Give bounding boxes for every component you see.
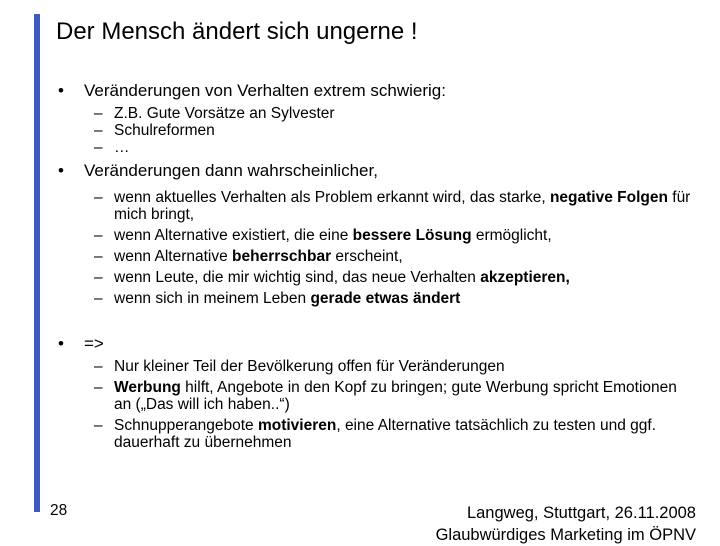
sub-item-emphasis: bessere Lösung: [352, 227, 472, 244]
sub-item-text: wenn aktuelles Verhalten als Problem erkannt wird, das starke,: [114, 189, 550, 206]
dash-marker: –: [94, 248, 103, 265]
dash-marker: –: [94, 189, 103, 206]
bullet-text: Veränderungen von Verhalten extrem schwierig:: [84, 81, 446, 100]
sub-item-text: Z.B. Gute Vorsätze an Sylvester: [114, 105, 335, 122]
sub-item-emphasis: negative Folgen: [549, 189, 668, 206]
sub-item-text: wenn Leute, die mir wichtig sind, das neue Verhalten: [114, 269, 481, 286]
dash-marker: –: [94, 290, 103, 307]
bullet-marker: •: [58, 161, 64, 180]
bullet-3: [58, 333, 698, 354]
sub-item-text: für mich bringt,: [114, 189, 691, 223]
dash-marker: –: [94, 358, 103, 375]
slide-content: [58, 80, 698, 451]
sub-item-emphasis: gerade etwas ändert: [310, 290, 461, 307]
sub-item-emphasis: beherrschbar: [232, 248, 332, 265]
sub-item-text: erscheint,: [331, 248, 403, 265]
footer-line-1: Langweg, Stuttgart, 26.11.2008: [466, 504, 696, 522]
sub-item-text: Schulreformen: [114, 122, 215, 139]
dash-marker: –: [94, 139, 103, 156]
dash-marker: –: [94, 122, 103, 139]
sub-item-text: Nur kleiner Teil der Bevölkerung offen für Veränderungen: [114, 358, 505, 375]
bullet-1: [58, 80, 698, 101]
sub-item-text: wenn Alternative existiert, die eine: [114, 227, 353, 244]
bullet-text: Veränderungen dann wahrscheinlicher,: [84, 161, 378, 180]
dash-marker: –: [94, 379, 103, 396]
sub-item: [58, 227, 698, 244]
footer-line-2: Glaubwürdiges Marketing im ÖPNV: [435, 526, 696, 544]
slide-title: Der Mensch ändert sich ungerne !: [56, 18, 418, 45]
sub-item-text: hilft, Angebote in den Kopf zu bringen; gute Werbung spricht Emotionen an („Das will ich haben..“): [114, 379, 677, 413]
bullet-text: =>: [84, 334, 104, 353]
sub-item: [58, 122, 698, 139]
dash-marker: –: [94, 105, 103, 122]
sub-item: [58, 248, 698, 265]
sub-item: [58, 290, 698, 307]
sub-item: [58, 358, 698, 375]
bullet-2: [58, 160, 698, 181]
sub-item: [58, 139, 698, 156]
footer: [436, 502, 696, 546]
sub-item-text: ermöglicht,: [471, 227, 552, 244]
bullet-marker: •: [58, 81, 64, 100]
sub-item: [58, 379, 698, 413]
sub-item-emphasis: akzeptieren,: [480, 269, 570, 286]
page-number: 28: [50, 502, 68, 519]
sub-item: [58, 105, 698, 122]
sub-item-text: , eine Alternative tatsächlich zu testen und ggf. dauerhaft zu übernehmen: [114, 417, 657, 451]
sub-item-text: …: [114, 139, 130, 156]
sub-item: [58, 417, 698, 451]
sub-item-text: Schnupperangebote: [114, 417, 258, 434]
dash-marker: –: [94, 269, 103, 286]
sub-item: [58, 189, 698, 223]
sub-item-text: wenn Alternative: [114, 248, 233, 265]
sub-item: [58, 269, 698, 286]
sub-item-emphasis: motivieren: [257, 417, 337, 434]
sub-item-text: wenn sich in meinem Leben: [114, 290, 311, 307]
dash-marker: –: [94, 227, 103, 244]
bullet-marker: •: [58, 334, 64, 353]
accent-bar: [34, 14, 40, 512]
sub-item-emphasis: Werbung: [114, 379, 181, 396]
dash-marker: –: [94, 417, 103, 434]
